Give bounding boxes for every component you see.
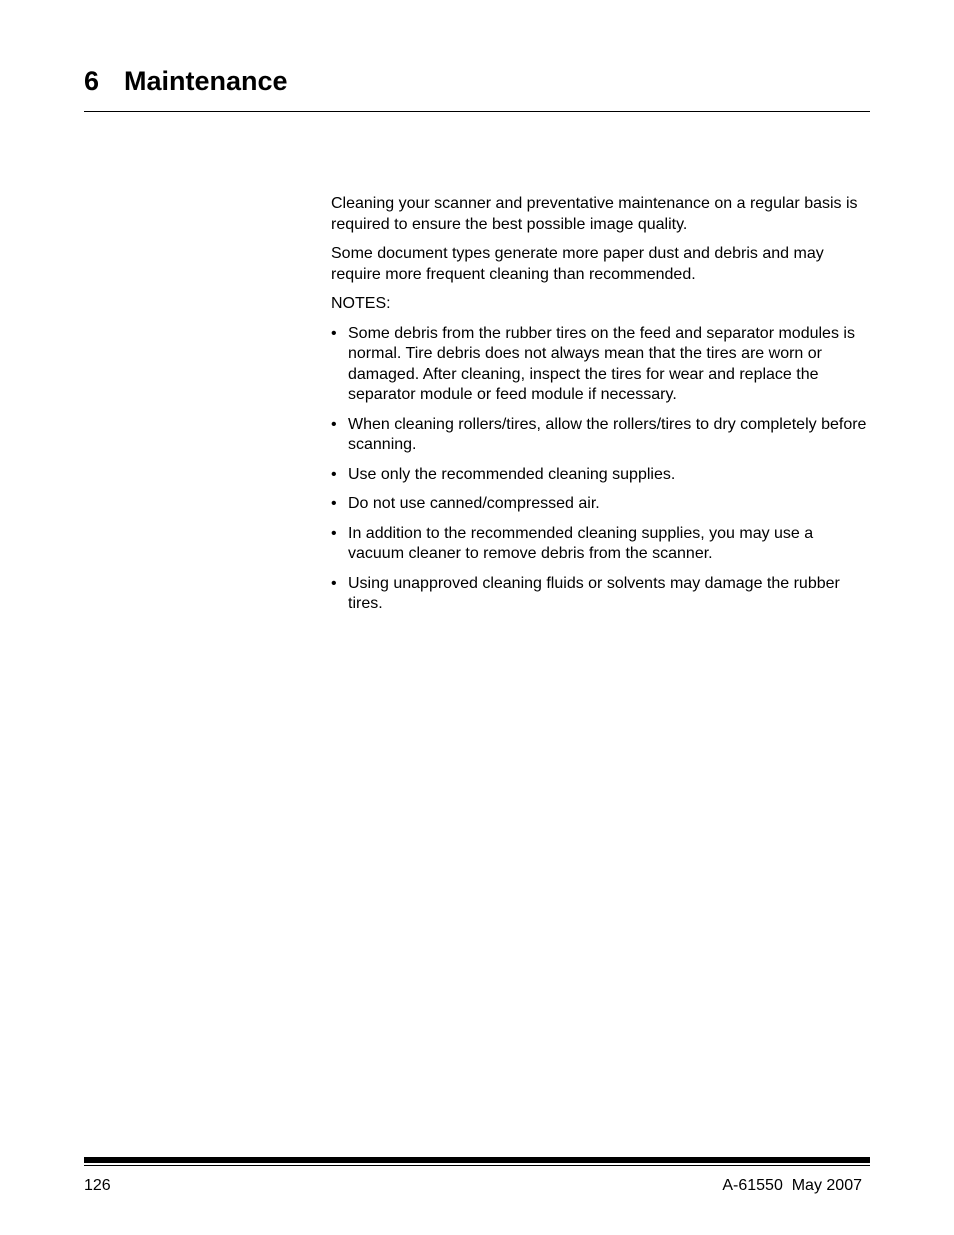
list-item	[331, 324, 871, 406]
bullet-icon: •	[331, 415, 337, 433]
note-text: Some debris from the rubber tires on the feed and separator modules is normal. Tire debris does not always mean that the tires are worn or damaged. After cleaning, inspect the tires for wear and replace the separator module or feed module if necessary.	[348, 324, 855, 403]
body-column	[331, 194, 871, 624]
bullet-icon: •	[331, 324, 337, 342]
list-item	[331, 465, 871, 486]
footer-rule-thin	[84, 1165, 870, 1166]
bullet-icon: •	[331, 465, 337, 483]
notes-heading: NOTES:	[331, 295, 391, 312]
chapter-title-text: Maintenance	[124, 66, 288, 96]
list-item	[331, 494, 871, 515]
footer-rule-thick	[84, 1157, 870, 1163]
bullet-icon: •	[331, 495, 337, 512]
bullet-icon: •	[331, 524, 337, 542]
title-rule	[84, 111, 870, 112]
chapter-number: 6	[84, 66, 100, 96]
note-text: Use only the recommended cleaning supplies.	[348, 465, 676, 483]
note-text: In addition to the recommended cleaning supplies, you may use a vacuum cleaner to remove debris from the scanner.	[348, 524, 814, 562]
list-item	[331, 415, 871, 456]
dust-paragraph: Some document types generate more paper dust and debris and may require more frequent cleaning than recommended.	[331, 245, 824, 283]
chapter-title	[84, 62, 288, 100]
list-item	[331, 574, 871, 615]
document-id: A-61550 May 2007	[722, 1177, 862, 1194]
notes-list	[331, 324, 871, 615]
bullet-icon: •	[331, 574, 337, 592]
note-text: When cleaning rollers/tires, allow the rollers/tires to dry completely before scanning.	[348, 415, 867, 453]
list-item	[331, 524, 871, 565]
note-text: Do not use canned/compressed air.	[348, 495, 600, 512]
note-text: Using unapproved cleaning fluids or solvents may damage the rubber tires.	[348, 574, 840, 612]
intro-paragraph: Cleaning your scanner and preventative maintenance on a regular basis is required to ensure the best possible image quality.	[331, 195, 858, 233]
page-number: 126	[84, 1177, 111, 1194]
